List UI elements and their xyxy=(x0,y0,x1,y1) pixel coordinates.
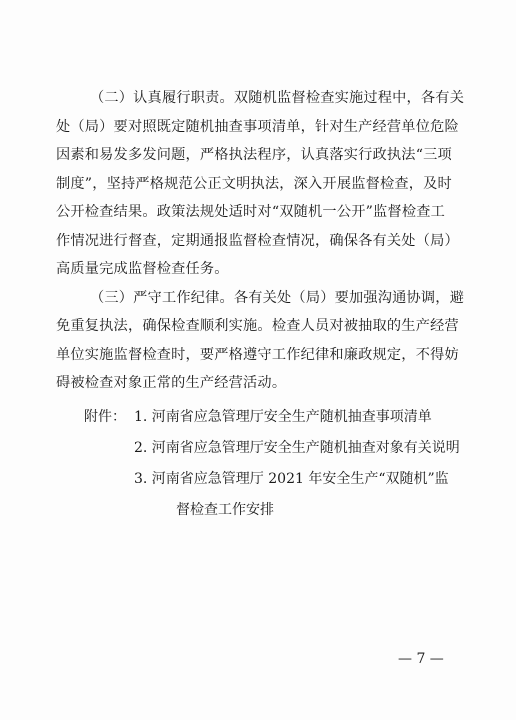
text-line: 公开检查结果。政策法规处适时对“双随机一公开”监督检查工 xyxy=(56,204,445,220)
paragraph-discipline xyxy=(56,284,465,398)
text-line: 高质量完成监督检查任务。 xyxy=(56,261,229,277)
attachment-item xyxy=(134,433,460,464)
attachment-text: 2. 河南省应急管理厅安全生产随机抽查对象有关说明 xyxy=(134,440,460,456)
text-line: 处（局）要对照既定随机抽查事项清单，针对生产经营单位危险 xyxy=(56,118,459,135)
text-line: （三）严守工作纪律。各有关处（局）要加强沟通协调，避 xyxy=(90,289,465,306)
attachment-item xyxy=(134,464,460,526)
paragraph-duty xyxy=(56,84,465,284)
page-number: — 7 — xyxy=(398,651,444,667)
attachments-label: 附件： xyxy=(84,409,126,425)
attachment-text-continued: 督检查工作安排 xyxy=(176,502,274,518)
attachment-item xyxy=(134,402,460,433)
text-line: 碍被检查对象正常的生产经营活动。 xyxy=(56,375,287,391)
text-line: 免重复执法，确保检查顺利实施。检查人员对被抽取的生产经营 xyxy=(56,318,459,334)
attachments-items xyxy=(134,402,460,526)
text-line: 因素和易发多发问题，严格执法程序，认真落实行政执法“三项 xyxy=(56,147,452,163)
attachments-row xyxy=(84,402,460,526)
text-line: （二）认真履行职责。双随机监督检查实施过程中，各有关 xyxy=(90,90,465,106)
text-line: 作情况进行督查，定期通报监督检查情况，确保各有关处（局） xyxy=(56,232,459,249)
text-line: 制度”，坚持严格规范公正文明执法，深入开展监督检查，及时 xyxy=(56,175,452,192)
attachment-text: 1. 河南省应急管理厅安全生产随机抽查事项清单 xyxy=(134,409,432,425)
attachments-list xyxy=(84,402,460,526)
body-text xyxy=(56,84,465,398)
text-line: 单位实施监督检查时，要严格遵守工作纪律和廉政规定，不得妨 xyxy=(56,346,459,363)
attachment-text: 3. 河南省应急管理厅 2021 年安全生产“双随机”监 xyxy=(134,471,449,487)
